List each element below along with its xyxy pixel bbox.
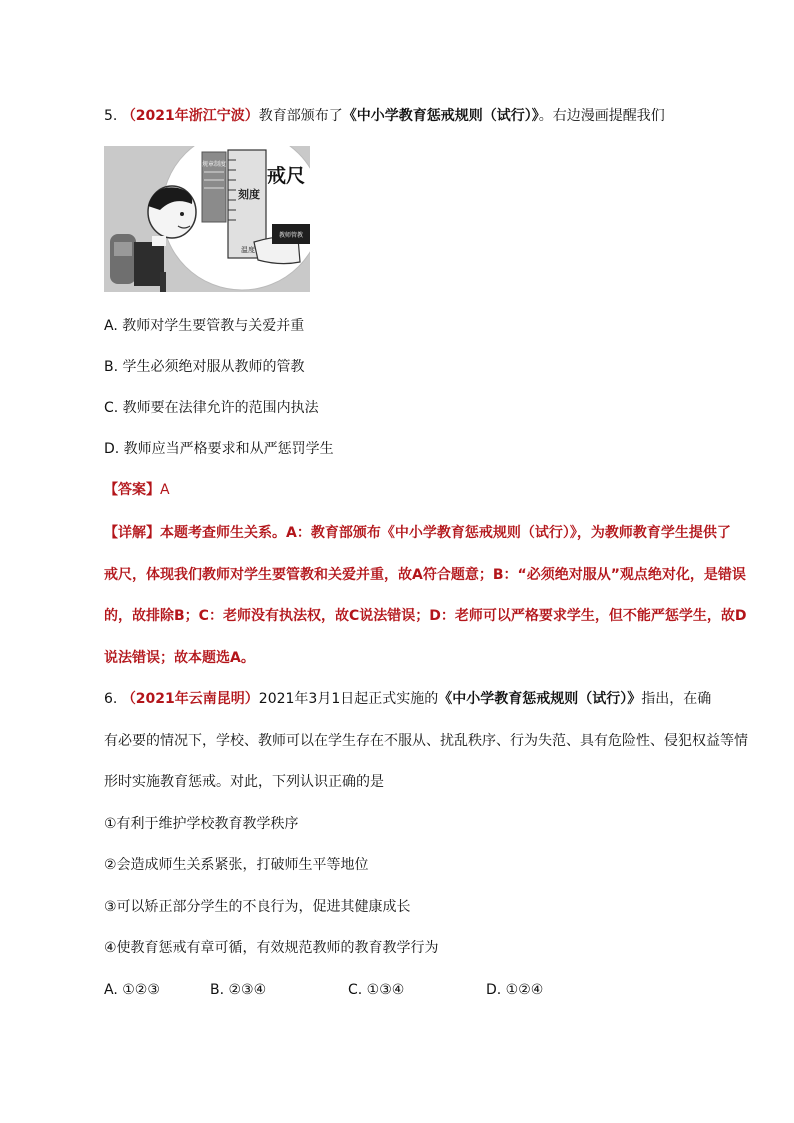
q6-stem-line-2: 有必要的情况下，学校、教师可以在学生存在不服从、扰乱秩序、行为失范、具有危险性、侵犯权益等情 xyxy=(104,733,748,749)
q6-stem-c: 指出，在确 xyxy=(641,691,712,707)
q5-detail-line-3: 的，故排除B；C：老师没有执法权，故C说法错误；D：老师可以严格要求学生，但不能严惩学生，故D xyxy=(104,608,747,624)
q5-number: 5. xyxy=(104,108,118,124)
detail-text-1: 本题考查师生关系。A：教育部颁布《中小学教育惩戒规则（试行）》，为教师教育学生提供了 xyxy=(160,525,731,541)
answer-value: A xyxy=(160,482,170,498)
ruler-marks: 刻度 xyxy=(238,188,260,201)
q6-statement-1: ①有利于维护学校教育教学秩序 xyxy=(104,816,299,832)
answer-label: 【答案】 xyxy=(104,482,160,498)
cartoon-image xyxy=(104,146,310,292)
q5-option-b: B. 学生必须绝对服从教师的管教 xyxy=(104,359,305,375)
detail-label: 【详解】 xyxy=(104,525,160,541)
q6-statement-2: ②会造成师生关系紧张，打破师生平等地位 xyxy=(104,857,369,873)
q6-option-a: A. ①②③ xyxy=(104,982,160,998)
q5-option-c: C. 教师要在法律允许的范围内执法 xyxy=(104,400,319,416)
q6-stem-line-3: 形时实施教育惩戒。对此，下列认识正确的是 xyxy=(104,774,384,790)
q6-statement-3: ③可以矫正部分学生的不良行为，促进其健康成长 xyxy=(104,899,411,915)
q6-option-c: C. ①③④ xyxy=(348,982,405,998)
q6-stem-b: 《中小学教育惩戒规则（试行）》 xyxy=(438,691,642,707)
q6-statement-4: ④使教育惩戒有章可循，有效规范教师的教育教学行为 xyxy=(104,940,439,956)
q5-detail-line-1 xyxy=(104,523,731,543)
q5-stem xyxy=(104,106,665,126)
q6-option-b: B. ②③④ xyxy=(210,982,267,998)
board-text: 规章制度 xyxy=(201,161,227,168)
ruler-title: 戒尺 xyxy=(266,165,306,187)
ruler-bottom: 温度 xyxy=(241,246,255,254)
q6-source: （2021年云南昆明） xyxy=(121,691,259,707)
q5-stem-bold: 《中小学教育惩戒规则（试行）》 xyxy=(342,108,539,124)
q6-stem-a: 2021年3月1日起正式实施的 xyxy=(258,691,439,707)
q5-detail-line-2: 戒尺，体现我们教师对学生要管教和关爱并重，故A符合题意；B：“必须绝对服从”观点绝对化，是错误 xyxy=(104,567,746,583)
q5-source: （2021年浙江宁波） xyxy=(121,108,259,124)
q6-stem-line-1 xyxy=(104,689,711,709)
q5-option-d: D. 教师应当严格要求和从严惩罚学生 xyxy=(104,441,334,457)
q5-stem-prefix: 教育部颁布了 xyxy=(258,108,343,124)
q6-number: 6. xyxy=(104,691,118,707)
q5-detail-line-4: 说法错误；故本题选A。 xyxy=(104,650,255,666)
rules-board xyxy=(202,152,226,222)
q5-answer xyxy=(104,480,170,500)
sleeve-label: 教师管教 xyxy=(278,232,304,239)
q5-stem-suffix: 。右边漫画提醒我们 xyxy=(538,108,665,124)
q6-options xyxy=(104,980,543,1000)
q5-option-a: A. 教师对学生要管教与关爱并重 xyxy=(104,318,305,334)
q6-option-d: D. ①②④ xyxy=(486,982,544,998)
